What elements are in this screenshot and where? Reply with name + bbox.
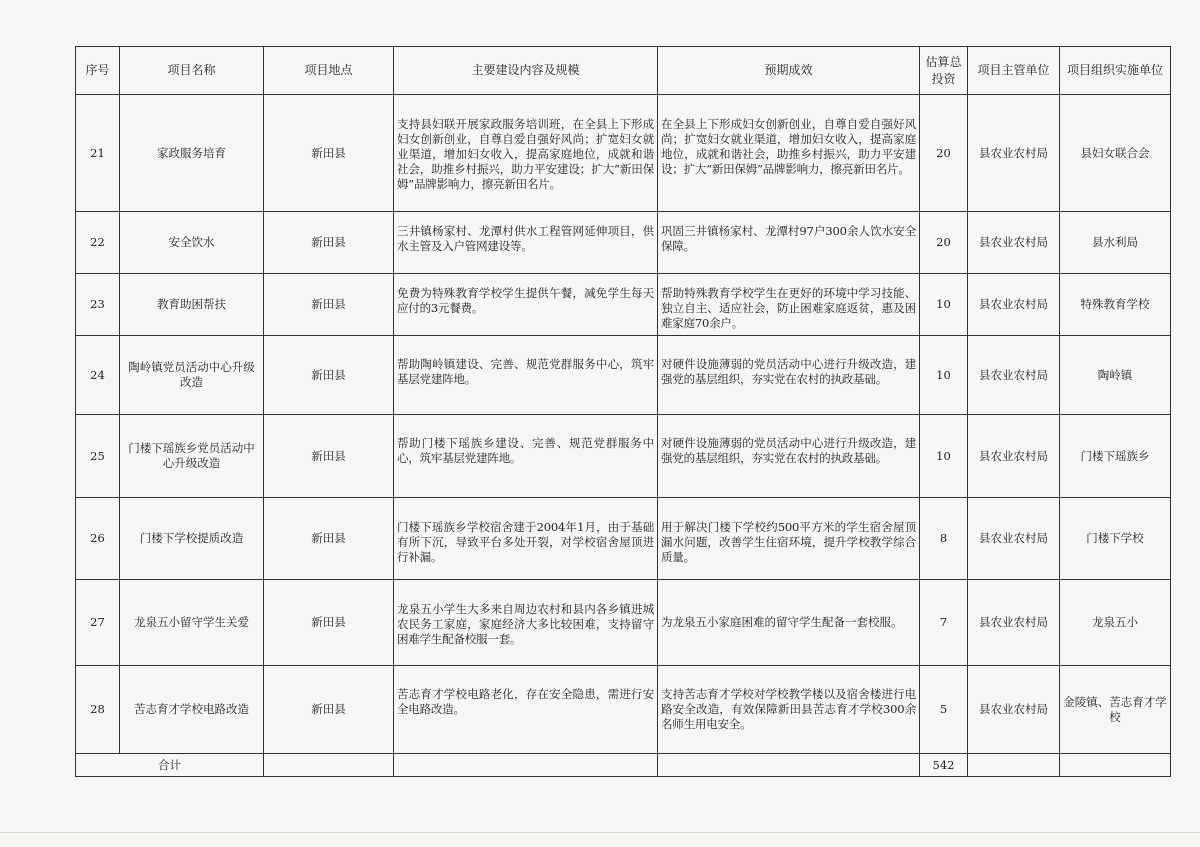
table-header-row xyxy=(76,47,1171,95)
table-row xyxy=(76,580,1171,666)
cell-manager: 县农业农村局 xyxy=(968,336,1060,415)
cell-seq: 25 xyxy=(76,415,120,498)
cell-location: 新田县 xyxy=(264,274,394,336)
cell-content: 帮助陶岭镇建设、完善、规范党群服务中心，筑牢基层党建阵地。 xyxy=(394,336,658,415)
cell-name: 门楼下学校提质改造 xyxy=(120,498,264,580)
header-outcome: 预期成效 xyxy=(658,47,920,95)
table-row xyxy=(76,498,1171,580)
cell-investment: 20 xyxy=(920,95,968,212)
cell-outcome: 在全县上下形成妇女创新创业，自尊自爱自强好风尚；扩宽妇女就业渠道，增加妇女收入，提高家庭地位，成就和谐社会，助推乡村振兴，助力平安建设；扩大“新田保姆”品牌影响力，擦亮新田名片。 xyxy=(658,95,920,212)
cell-investment: 10 xyxy=(920,415,968,498)
cell-seq: 27 xyxy=(76,580,120,666)
table-row xyxy=(76,666,1171,754)
cell-content: 门楼下瑶族乡学校宿舍建于2004年1月，由于基础有所下沉，导致平台多处开裂，对学校宿舍屋顶进行补漏。 xyxy=(394,498,658,580)
cell-outcome: 用于解决门楼下学校约500平方米的学生宿舍屋顶漏水问题，改善学生住宿环境，提升学校教学综合质量。 xyxy=(658,498,920,580)
cell-content: 三井镇杨家村、龙潭村供水工程管网延伸项目，供水主管及入户管网建设等。 xyxy=(394,212,658,274)
cell-outcome: 巩固三井镇杨家村、龙潭村97户300余人饮水安全保障。 xyxy=(658,212,920,274)
cell-seq: 21 xyxy=(76,95,120,212)
cell-content: 支持县妇联开展家政服务培训班，在全县上下形成妇女创新创业，自尊自爱自强好风尚；扩宽妇女就业渠道，增加妇女收入，提高家庭地位，成就和谐社会，助推乡村振兴，助力平安建设；扩大“新田保姆”品牌影响力，擦亮新田名片。 xyxy=(394,95,658,212)
cell-investment: 20 xyxy=(920,212,968,274)
cell-implementer: 金陵镇、苦志育才学校 xyxy=(1060,666,1171,754)
header-location: 项目地点 xyxy=(264,47,394,95)
cell-manager: 县农业农村局 xyxy=(968,666,1060,754)
cell-name: 陶岭镇党员活动中心升级改造 xyxy=(120,336,264,415)
cell-location: 新田县 xyxy=(264,212,394,274)
total-empty-implementer xyxy=(1060,754,1171,777)
cell-outcome: 支持苦志育才学校对学校教学楼以及宿舍楼进行电路安全改造，有效保障新田县苦志育才学校300余名师生用电安全。 xyxy=(658,666,920,754)
cell-outcome: 为龙泉五小家庭困难的留守学生配备一套校服。 xyxy=(658,580,920,666)
cell-seq: 23 xyxy=(76,274,120,336)
table-row xyxy=(76,95,1171,212)
cell-seq: 26 xyxy=(76,498,120,580)
table-row xyxy=(76,212,1171,274)
cell-implementer: 县水利局 xyxy=(1060,212,1171,274)
cell-manager: 县农业农村局 xyxy=(968,212,1060,274)
cell-location: 新田县 xyxy=(264,415,394,498)
table-row xyxy=(76,274,1171,336)
scan-edge-line xyxy=(0,832,1200,833)
total-empty-location xyxy=(264,754,394,777)
cell-investment: 8 xyxy=(920,498,968,580)
total-label: 合计 xyxy=(76,754,264,777)
cell-location: 新田县 xyxy=(264,336,394,415)
header-name: 项目名称 xyxy=(120,47,264,95)
cell-location: 新田县 xyxy=(264,498,394,580)
cell-implementer: 陶岭镇 xyxy=(1060,336,1171,415)
cell-content: 龙泉五小学生大多来自周边农村和县内各乡镇进城农民务工家庭，家庭经济大多比较困难，支持留守困难学生配备校服一套。 xyxy=(394,580,658,666)
cell-content: 苦志育才学校电路老化，存在安全隐患，需进行安全电路改造。 xyxy=(394,666,658,754)
table-row xyxy=(76,336,1171,415)
header-implementer: 项目组织实施单位 xyxy=(1060,47,1171,95)
cell-implementer: 特殊教育学校 xyxy=(1060,274,1171,336)
total-empty-outcome xyxy=(658,754,920,777)
cell-name: 苦志育才学校电路改造 xyxy=(120,666,264,754)
cell-implementer: 门楼下瑶族乡 xyxy=(1060,415,1171,498)
cell-name: 教育助困帮扶 xyxy=(120,274,264,336)
cell-manager: 县农业农村局 xyxy=(968,498,1060,580)
cell-outcome: 对硬件设施薄弱的党员活动中心进行升级改造，建强党的基层组织，夯实党在农村的执政基础。 xyxy=(658,336,920,415)
cell-manager: 县农业农村局 xyxy=(968,580,1060,666)
cell-content: 帮助门楼下瑶族乡建设、完善、规范党群服务中心，筑牢基层党建阵地。 xyxy=(394,415,658,498)
cell-investment: 10 xyxy=(920,336,968,415)
cell-outcome: 帮助特殊教育学校学生在更好的环境中学习技能、独立自主、适应社会，防止困难家庭返贫，惠及困难家庭70余户。 xyxy=(658,274,920,336)
cell-investment: 7 xyxy=(920,580,968,666)
header-investment: 估算总投资 xyxy=(920,47,968,95)
cell-implementer: 县妇女联合会 xyxy=(1060,95,1171,212)
cell-content: 免费为特殊教育学校学生提供午餐，减免学生每天应付的3元餐费。 xyxy=(394,274,658,336)
cell-location: 新田县 xyxy=(264,666,394,754)
header-content: 主要建设内容及规模 xyxy=(394,47,658,95)
project-table xyxy=(75,46,1171,777)
cell-seq: 28 xyxy=(76,666,120,754)
cell-seq: 24 xyxy=(76,336,120,415)
cell-manager: 县农业农村局 xyxy=(968,274,1060,336)
header-seq: 序号 xyxy=(76,47,120,95)
total-investment: 542 xyxy=(920,754,968,777)
cell-name: 龙泉五小留守学生关爱 xyxy=(120,580,264,666)
total-empty-manager xyxy=(968,754,1060,777)
cell-implementer: 龙泉五小 xyxy=(1060,580,1171,666)
cell-manager: 县农业农村局 xyxy=(968,95,1060,212)
cell-outcome: 对硬件设施薄弱的党员活动中心进行升级改造，建强党的基层组织，夯实党在农村的执政基础。 xyxy=(658,415,920,498)
cell-name: 安全饮水 xyxy=(120,212,264,274)
cell-implementer: 门楼下学校 xyxy=(1060,498,1171,580)
cell-manager: 县农业农村局 xyxy=(968,415,1060,498)
total-empty-content xyxy=(394,754,658,777)
cell-location: 新田县 xyxy=(264,95,394,212)
cell-name: 门楼下瑶族乡党员活动中心升级改造 xyxy=(120,415,264,498)
table-row xyxy=(76,415,1171,498)
total-row xyxy=(76,754,1171,777)
cell-investment: 10 xyxy=(920,274,968,336)
cell-investment: 5 xyxy=(920,666,968,754)
cell-location: 新田县 xyxy=(264,580,394,666)
cell-seq: 22 xyxy=(76,212,120,274)
cell-name: 家政服务培育 xyxy=(120,95,264,212)
header-manager: 项目主管单位 xyxy=(968,47,1060,95)
